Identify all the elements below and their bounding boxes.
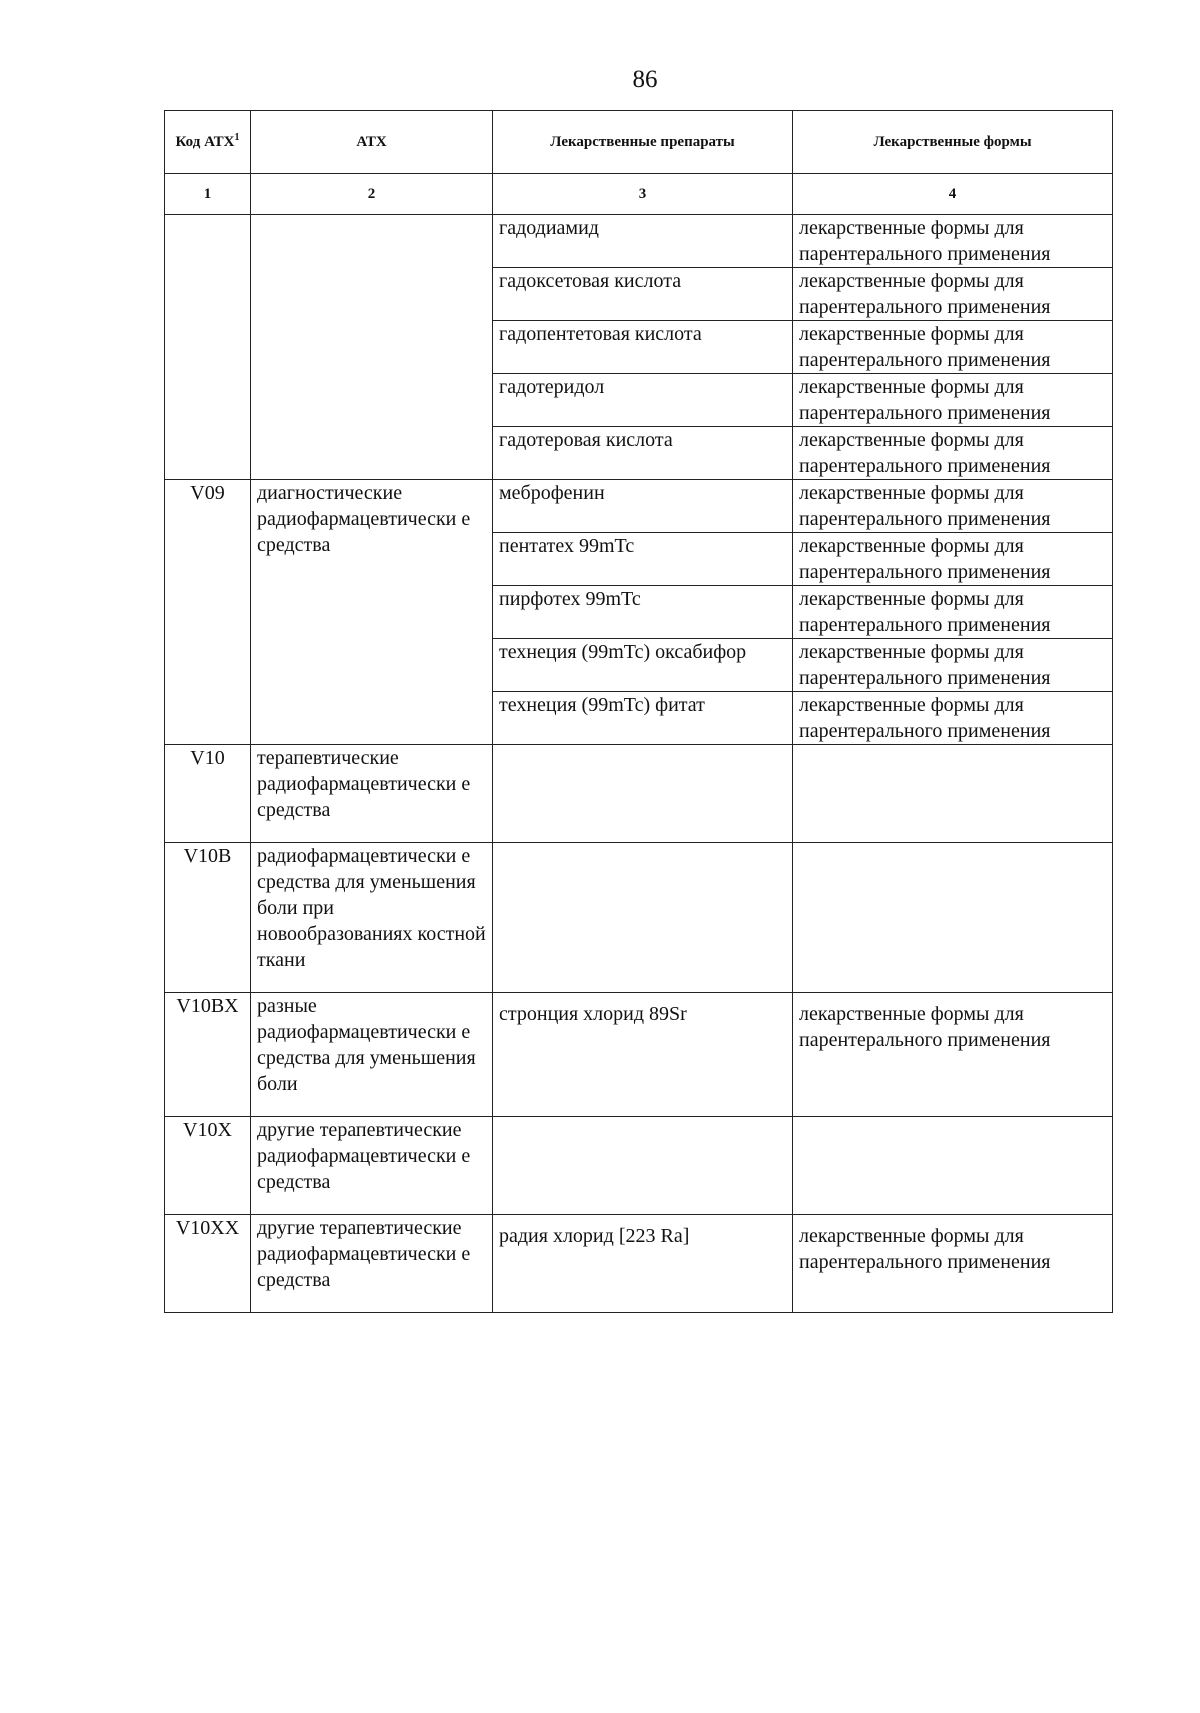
- code-cell: V10B: [165, 843, 251, 993]
- form-cell: лекарственные формы для парентерального применения: [793, 215, 1113, 268]
- form-cell: лекарственные формы для парентерального применения: [793, 268, 1113, 321]
- form-cell: лекарственные формы для парентерального применения: [793, 586, 1113, 639]
- header-forms: Лекарственные формы: [793, 111, 1113, 174]
- code-cell: V10X: [165, 1117, 251, 1215]
- page-number: 86: [632, 66, 658, 93]
- form-cell: лекарственные формы для парентерального применения: [793, 480, 1113, 533]
- header-drugs: Лекарственные препараты: [493, 111, 793, 174]
- footnote-marker: 1: [234, 132, 240, 143]
- table-row: [165, 215, 1113, 268]
- form-cell: лекарственные формы для парентерального применения: [793, 321, 1113, 374]
- table-row: [165, 843, 1113, 993]
- drug-cell: [493, 843, 793, 993]
- header-atx: АТХ: [251, 111, 493, 174]
- atx-name-cell: диагностические радиофармацевтически е средства: [251, 480, 493, 745]
- drug-cell: пирфотех 99mTc: [493, 586, 793, 639]
- column-numbers-row: [165, 174, 1113, 215]
- table-row: [165, 993, 1113, 1117]
- code-cell: V09: [165, 480, 251, 745]
- code-cell: V10XX: [165, 1215, 251, 1313]
- table-row: [165, 480, 1113, 533]
- drug-cell: меброфенин: [493, 480, 793, 533]
- form-cell: [793, 745, 1113, 843]
- drug-cell: гадоксетовая кислота: [493, 268, 793, 321]
- atx-name-cell: разные радиофармацевтически е средства для уменьшения боли: [251, 993, 493, 1117]
- drug-cell: технеция (99mTc) оксабифор: [493, 639, 793, 692]
- column-number: 2: [251, 174, 493, 215]
- drug-cell: радия хлорид [223 Ra]: [493, 1215, 793, 1313]
- atx-name-cell: другие терапевтические радиофармацевтически е средства: [251, 1117, 493, 1215]
- drug-cell: гадотеровая кислота: [493, 427, 793, 480]
- column-number: 1: [165, 174, 251, 215]
- form-cell: лекарственные формы для парентерального применения: [793, 427, 1113, 480]
- code-cell: [165, 215, 251, 480]
- form-cell: лекарственные формы для парентерального применения: [793, 692, 1113, 745]
- table-row: [165, 1215, 1113, 1313]
- drug-cell: пентатех 99mTc: [493, 533, 793, 586]
- form-cell: лекарственные формы для парентерального применения: [793, 533, 1113, 586]
- drug-cell: гадодиамид: [493, 215, 793, 268]
- header-code: Код АТХ$^1$: [165, 111, 251, 174]
- form-cell: лекарственные формы для парентерального применения: [793, 993, 1113, 1117]
- form-cell: лекарственные формы для парентерального применения: [793, 639, 1113, 692]
- form-cell: лекарственные формы для парентерального применения: [793, 374, 1113, 427]
- atx-name-cell: терапевтические радиофармацевтически е средства: [251, 745, 493, 843]
- atx-table: [164, 110, 1113, 1313]
- code-cell: V10BX: [165, 993, 251, 1117]
- atx-name-cell: [251, 215, 493, 480]
- drug-cell: гадопентетовая кислота: [493, 321, 793, 374]
- drug-cell: [493, 1117, 793, 1215]
- table-row: [165, 1117, 1113, 1215]
- table-row: [165, 745, 1113, 843]
- drug-cell: технеция (99mTc) фитат: [493, 692, 793, 745]
- header-row: [165, 111, 1113, 174]
- atx-name-cell: радиофармацевтически е средства для уменьшения боли при новообразованиях костной ткани: [251, 843, 493, 993]
- form-cell: лекарственные формы для парентерального применения: [793, 1215, 1113, 1313]
- form-cell: [793, 1117, 1113, 1215]
- code-cell: V10: [165, 745, 251, 843]
- column-number: 3: [493, 174, 793, 215]
- drug-cell: стронция хлорид 89Sr: [493, 993, 793, 1117]
- drug-cell: гадотеридол: [493, 374, 793, 427]
- atx-name-cell: другие терапевтические радиофармацевтически е средства: [251, 1215, 493, 1313]
- drug-cell: [493, 745, 793, 843]
- form-cell: [793, 843, 1113, 993]
- column-number: 4: [793, 174, 1113, 215]
